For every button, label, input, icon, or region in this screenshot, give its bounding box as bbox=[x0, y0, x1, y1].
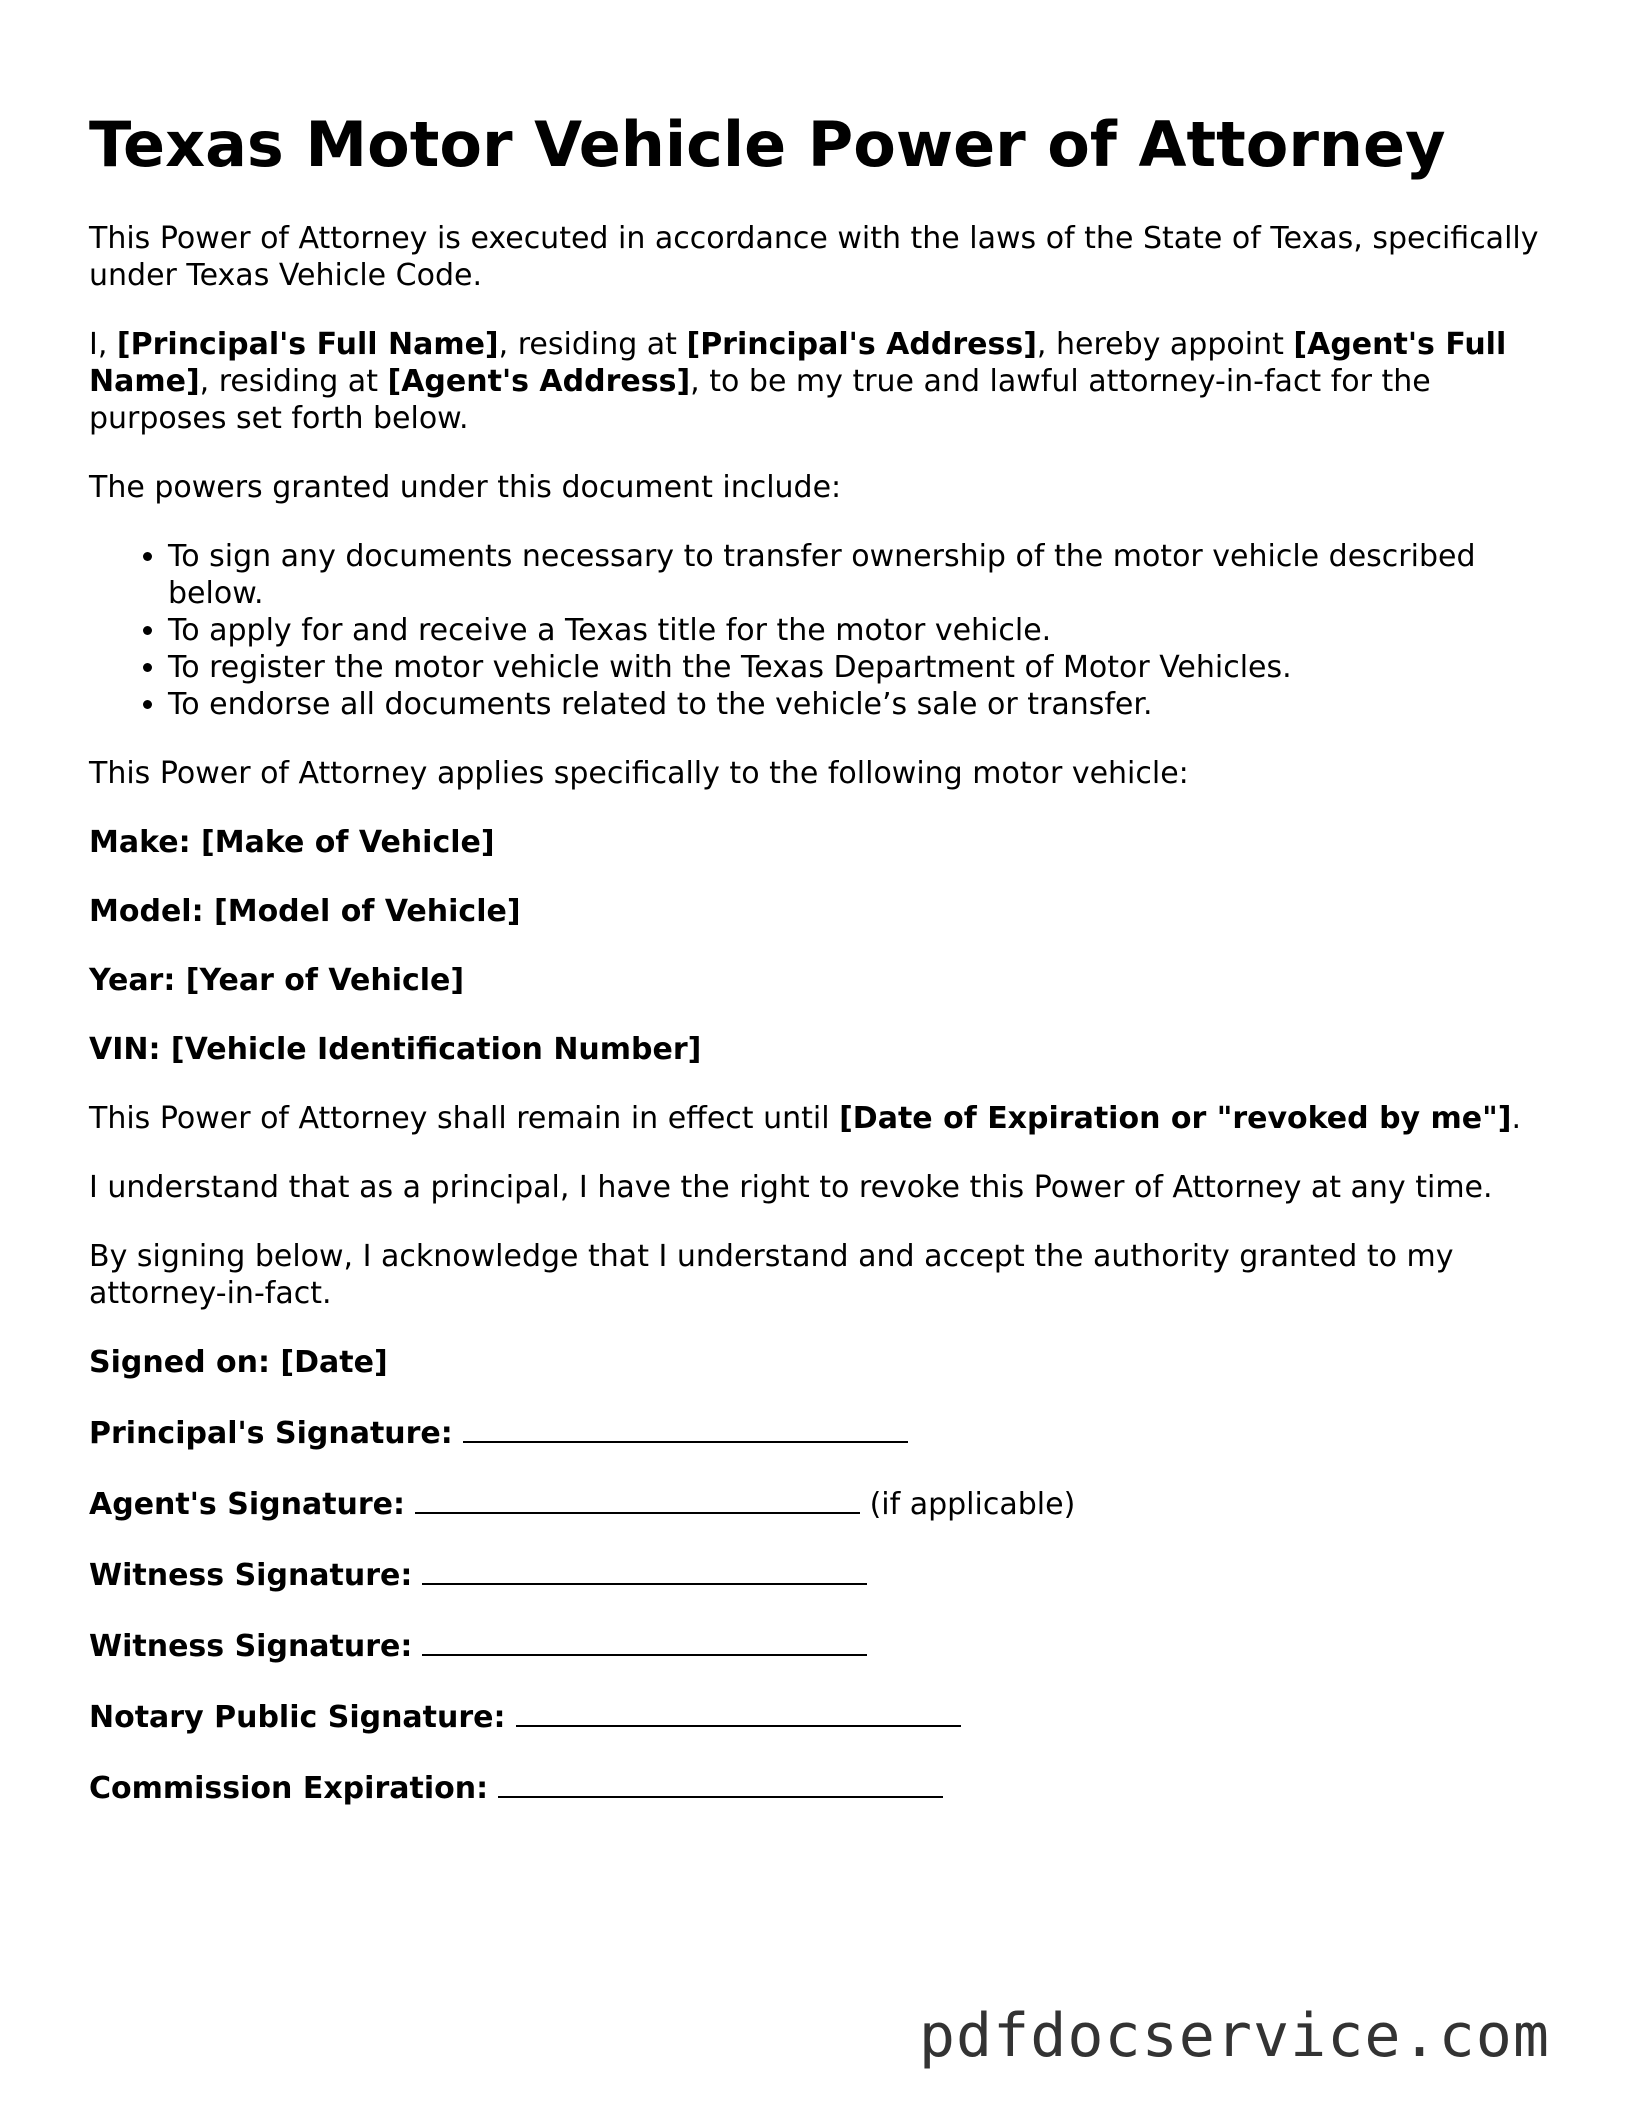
agent-signature-field bbox=[89, 1484, 1539, 1523]
vehicle-intro: This Power of Attorney applies specifically to the following motor vehicle: bbox=[89, 756, 1189, 792]
power-item: • To register the motor vehicle with the Texas Department of Motor Vehicles. bbox=[168, 649, 1539, 686]
vehicle-model: Model: [Model of Vehicle] bbox=[89, 894, 521, 930]
powers-intro: The powers granted under this document include: bbox=[89, 470, 842, 506]
notary-signature-line[interactable] bbox=[516, 1697, 961, 1727]
power-item: • To sign any documents necessary to transfer ownership of the motor vehicle described below. bbox=[168, 538, 1539, 612]
watermark: pdfdocservice.com bbox=[918, 2001, 1550, 2071]
powers-list bbox=[89, 538, 1539, 723]
vehicle-year: Year: [Year of Vehicle] bbox=[89, 963, 465, 999]
document-title: Texas Motor Vehicle Power of Attorney bbox=[89, 108, 1446, 181]
vehicle-vin: VIN: [Vehicle Identification Number] bbox=[89, 1032, 702, 1068]
vehicle-make: Make: [Make of Vehicle] bbox=[89, 825, 495, 861]
principal-signature-field bbox=[89, 1413, 1539, 1452]
signed-on-field: Signed on: [Date] bbox=[89, 1345, 388, 1381]
appointment-text-5: , to be my true and lawful attorney-in-fact for the purposes set forth below. bbox=[89, 364, 1431, 437]
agent-signature-line[interactable] bbox=[415, 1484, 860, 1514]
agent-signature-note: (if applicable) bbox=[869, 1487, 1076, 1523]
effect-text-1: This Power of Attorney shall remain in effect until bbox=[89, 1101, 840, 1137]
appointment-text-2: , residing at bbox=[498, 327, 687, 363]
notary-signature-label: Notary Public Signature: bbox=[89, 1700, 506, 1736]
principal-name-placeholder: [Principal's Full Name] bbox=[116, 327, 499, 363]
appointment-text-1: I, bbox=[89, 327, 117, 363]
effect-text-2: . bbox=[1511, 1101, 1522, 1137]
principal-address-placeholder: [Principal's Address] bbox=[686, 327, 1037, 363]
witness-signature-line[interactable] bbox=[422, 1555, 867, 1585]
power-item: • To endorse all documents related to the vehicle’s sale or transfer. bbox=[168, 686, 1539, 723]
principal-signature-label: Principal's Signature: bbox=[89, 1416, 453, 1452]
agent-name-placeholder: [Agent's Full Name] bbox=[89, 327, 1507, 400]
effect-paragraph bbox=[89, 1100, 1539, 1137]
agent-address-placeholder: [Agent's Address] bbox=[387, 364, 691, 400]
witness-signature-field-1 bbox=[89, 1555, 1539, 1594]
commission-expiration-field bbox=[89, 1768, 1539, 1807]
notary-signature-field bbox=[89, 1697, 1539, 1736]
appointment-text-3: , hereby appoint bbox=[1036, 327, 1294, 363]
witness-signature-label: Witness Signature: bbox=[89, 1629, 413, 1665]
commission-expiration-label: Commission Expiration: bbox=[89, 1771, 489, 1807]
acknowledge-paragraph: By signing below, I acknowledge that I understand and accept the authority granted to my attorney-in-fact. bbox=[89, 1239, 1454, 1312]
document-page bbox=[89, 108, 1539, 1839]
appointment-text-4: , residing at bbox=[199, 364, 388, 400]
intro-paragraph: This Power of Attorney is executed in accordance with the laws of the State of Texas, specifically under Texas Vehicle Code. bbox=[89, 221, 1539, 294]
agent-signature-label: Agent's Signature: bbox=[89, 1487, 406, 1523]
appointment-paragraph bbox=[89, 326, 1539, 437]
witness-signature-line[interactable] bbox=[422, 1626, 867, 1656]
witness-signature-label: Witness Signature: bbox=[89, 1558, 413, 1594]
expiration-placeholder: [Date of Expiration or "revoked by me"] bbox=[839, 1101, 1512, 1137]
revoke-paragraph: I understand that as a principal, I have the right to revoke this Power of Attorney at any time. bbox=[89, 1170, 1493, 1206]
commission-expiration-line[interactable] bbox=[498, 1768, 943, 1798]
power-item: • To apply for and receive a Texas title for the motor vehicle. bbox=[168, 612, 1539, 649]
principal-signature-line[interactable] bbox=[463, 1413, 908, 1443]
witness-signature-field-2 bbox=[89, 1626, 1539, 1665]
